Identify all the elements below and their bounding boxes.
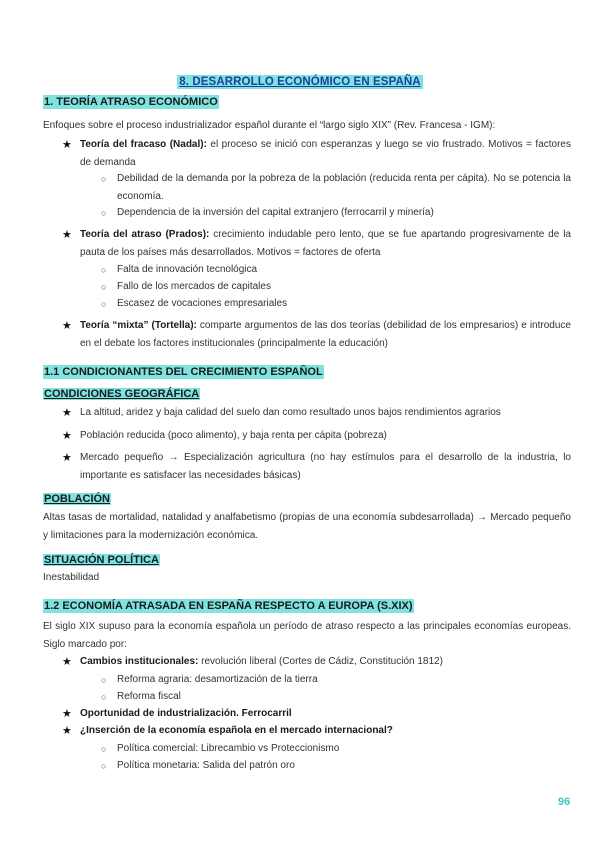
star-icon: ★ <box>62 430 72 442</box>
hollow-circle-icon: ○ <box>101 299 107 309</box>
sub-list-item: Política comercial: Librecambio vs Proteccionismo <box>117 743 340 754</box>
list-item: ¿Inserción de la economía española en el mercado internacional? <box>80 725 393 736</box>
hollow-circle-icon: ○ <box>101 744 107 754</box>
star-icon: ★ <box>62 139 72 151</box>
list-item: Teoría “mixta” (Tortella): comparte argumentos de las dos teorías (debilidad de los empresarios) e introduce en el debate los factores institucionales (principalmente la educación) <box>80 320 571 349</box>
hollow-circle-icon: ○ <box>101 761 107 771</box>
list-item: Teoría del fracaso (Nadal): el proceso se inició con esperanzas y luego se vio frustrado. Motivos = factores de demanda <box>80 139 571 168</box>
star-icon: ★ <box>62 229 72 241</box>
sub-list-item: Debilidad de la demanda por la pobreza de la población (reducida renta per cápita). No se potencia la economía. <box>117 173 571 202</box>
list-item: Mercado pequeño → Especialización agricultura (no hay estímulos para el desarrollo de la industria, lo importante es satisfacer las necesidades básicas) <box>80 452 571 481</box>
sub-list-item: Reforma fiscal <box>117 691 181 702</box>
star-icon: ★ <box>62 656 72 668</box>
page-number: 96 <box>558 796 571 808</box>
sub-list-item: Escasez de vocaciones empresariales <box>117 298 288 309</box>
list-item: Población reducida (poco alimento), y baja renta per cápita (pobreza) <box>80 430 387 441</box>
list-item: Oportunidad de industrialización. Ferrocarril <box>80 708 292 719</box>
subsection-heading: POBLACIÓN <box>44 493 110 505</box>
hollow-circle-icon: ○ <box>101 675 107 685</box>
sub-list-item: Dependencia de la inversión del capital extranjero (ferrocarril y minería) <box>117 207 434 218</box>
sub-list-item: Falta de innovación tecnológica <box>117 264 258 275</box>
hollow-circle-icon: ○ <box>101 174 107 184</box>
paragraph: Inestabilidad <box>43 572 100 583</box>
star-icon: ★ <box>62 320 72 332</box>
star-icon: ★ <box>62 708 72 720</box>
sub-list-item: Política monetaria: Salida del patrón oro <box>117 760 295 771</box>
sub-list-item: Reforma agraria: desamortización de la tierra <box>117 674 318 685</box>
list-item: La altitud, aridez y baja calidad del suelo dan como resultado unos bajos rendimientos agrarios <box>80 407 501 418</box>
star-icon: ★ <box>62 407 72 419</box>
page-title: 8. DESARROLLO ECONÓMICO EN ESPAÑA <box>179 76 421 88</box>
star-icon: ★ <box>62 452 72 464</box>
paragraph: Altas tasas de mortalidad, natalidad y analfabetismo (propias de una economía subdesarrollada) → Mercado pequeño y limitaciones para la modernización económica. <box>43 512 571 541</box>
sub-list-item: Fallo de los mercados de capitales <box>117 281 271 292</box>
paragraph: El siglo XIX supuso para la economía española un período de atraso respecto a las principales economías europeas. Siglo marcado por: <box>43 621 571 650</box>
subsection-heading: CONDICIONES GEOGRÁFICA <box>44 388 200 400</box>
hollow-circle-icon: ○ <box>101 692 107 702</box>
section-heading: 1.1 CONDICIONANTES DEL CRECIMIENTO ESPAÑOL <box>44 366 323 378</box>
section-heading: 1. TEORÍA ATRASO ECONÓMICO <box>44 96 218 108</box>
hollow-circle-icon: ○ <box>101 282 107 292</box>
list-item: Cambios institucionales: revolución liberal (Cortes de Cádiz, Constitución 1812) <box>80 656 443 667</box>
hollow-circle-icon: ○ <box>101 208 107 218</box>
star-icon: ★ <box>62 725 72 737</box>
section-heading: 1.2 ECONOMÍA ATRASADA EN ESPAÑA RESPECTO A EUROPA (S.XIX) <box>44 600 413 612</box>
subsection-heading: SITUACIÓN POLÍTICA <box>44 554 159 566</box>
hollow-circle-icon: ○ <box>101 265 107 275</box>
paragraph: Enfoques sobre el proceso industrializador español durante el “largo siglo XIX” (Rev. Francesa - IGM): <box>43 120 496 131</box>
list-item: Teoría del atraso (Prados): crecimiento indudable pero lento, que se fue apartando progresivamente de la pauta de los países más desarrollados. Motivos = factores de oferta <box>80 229 571 258</box>
